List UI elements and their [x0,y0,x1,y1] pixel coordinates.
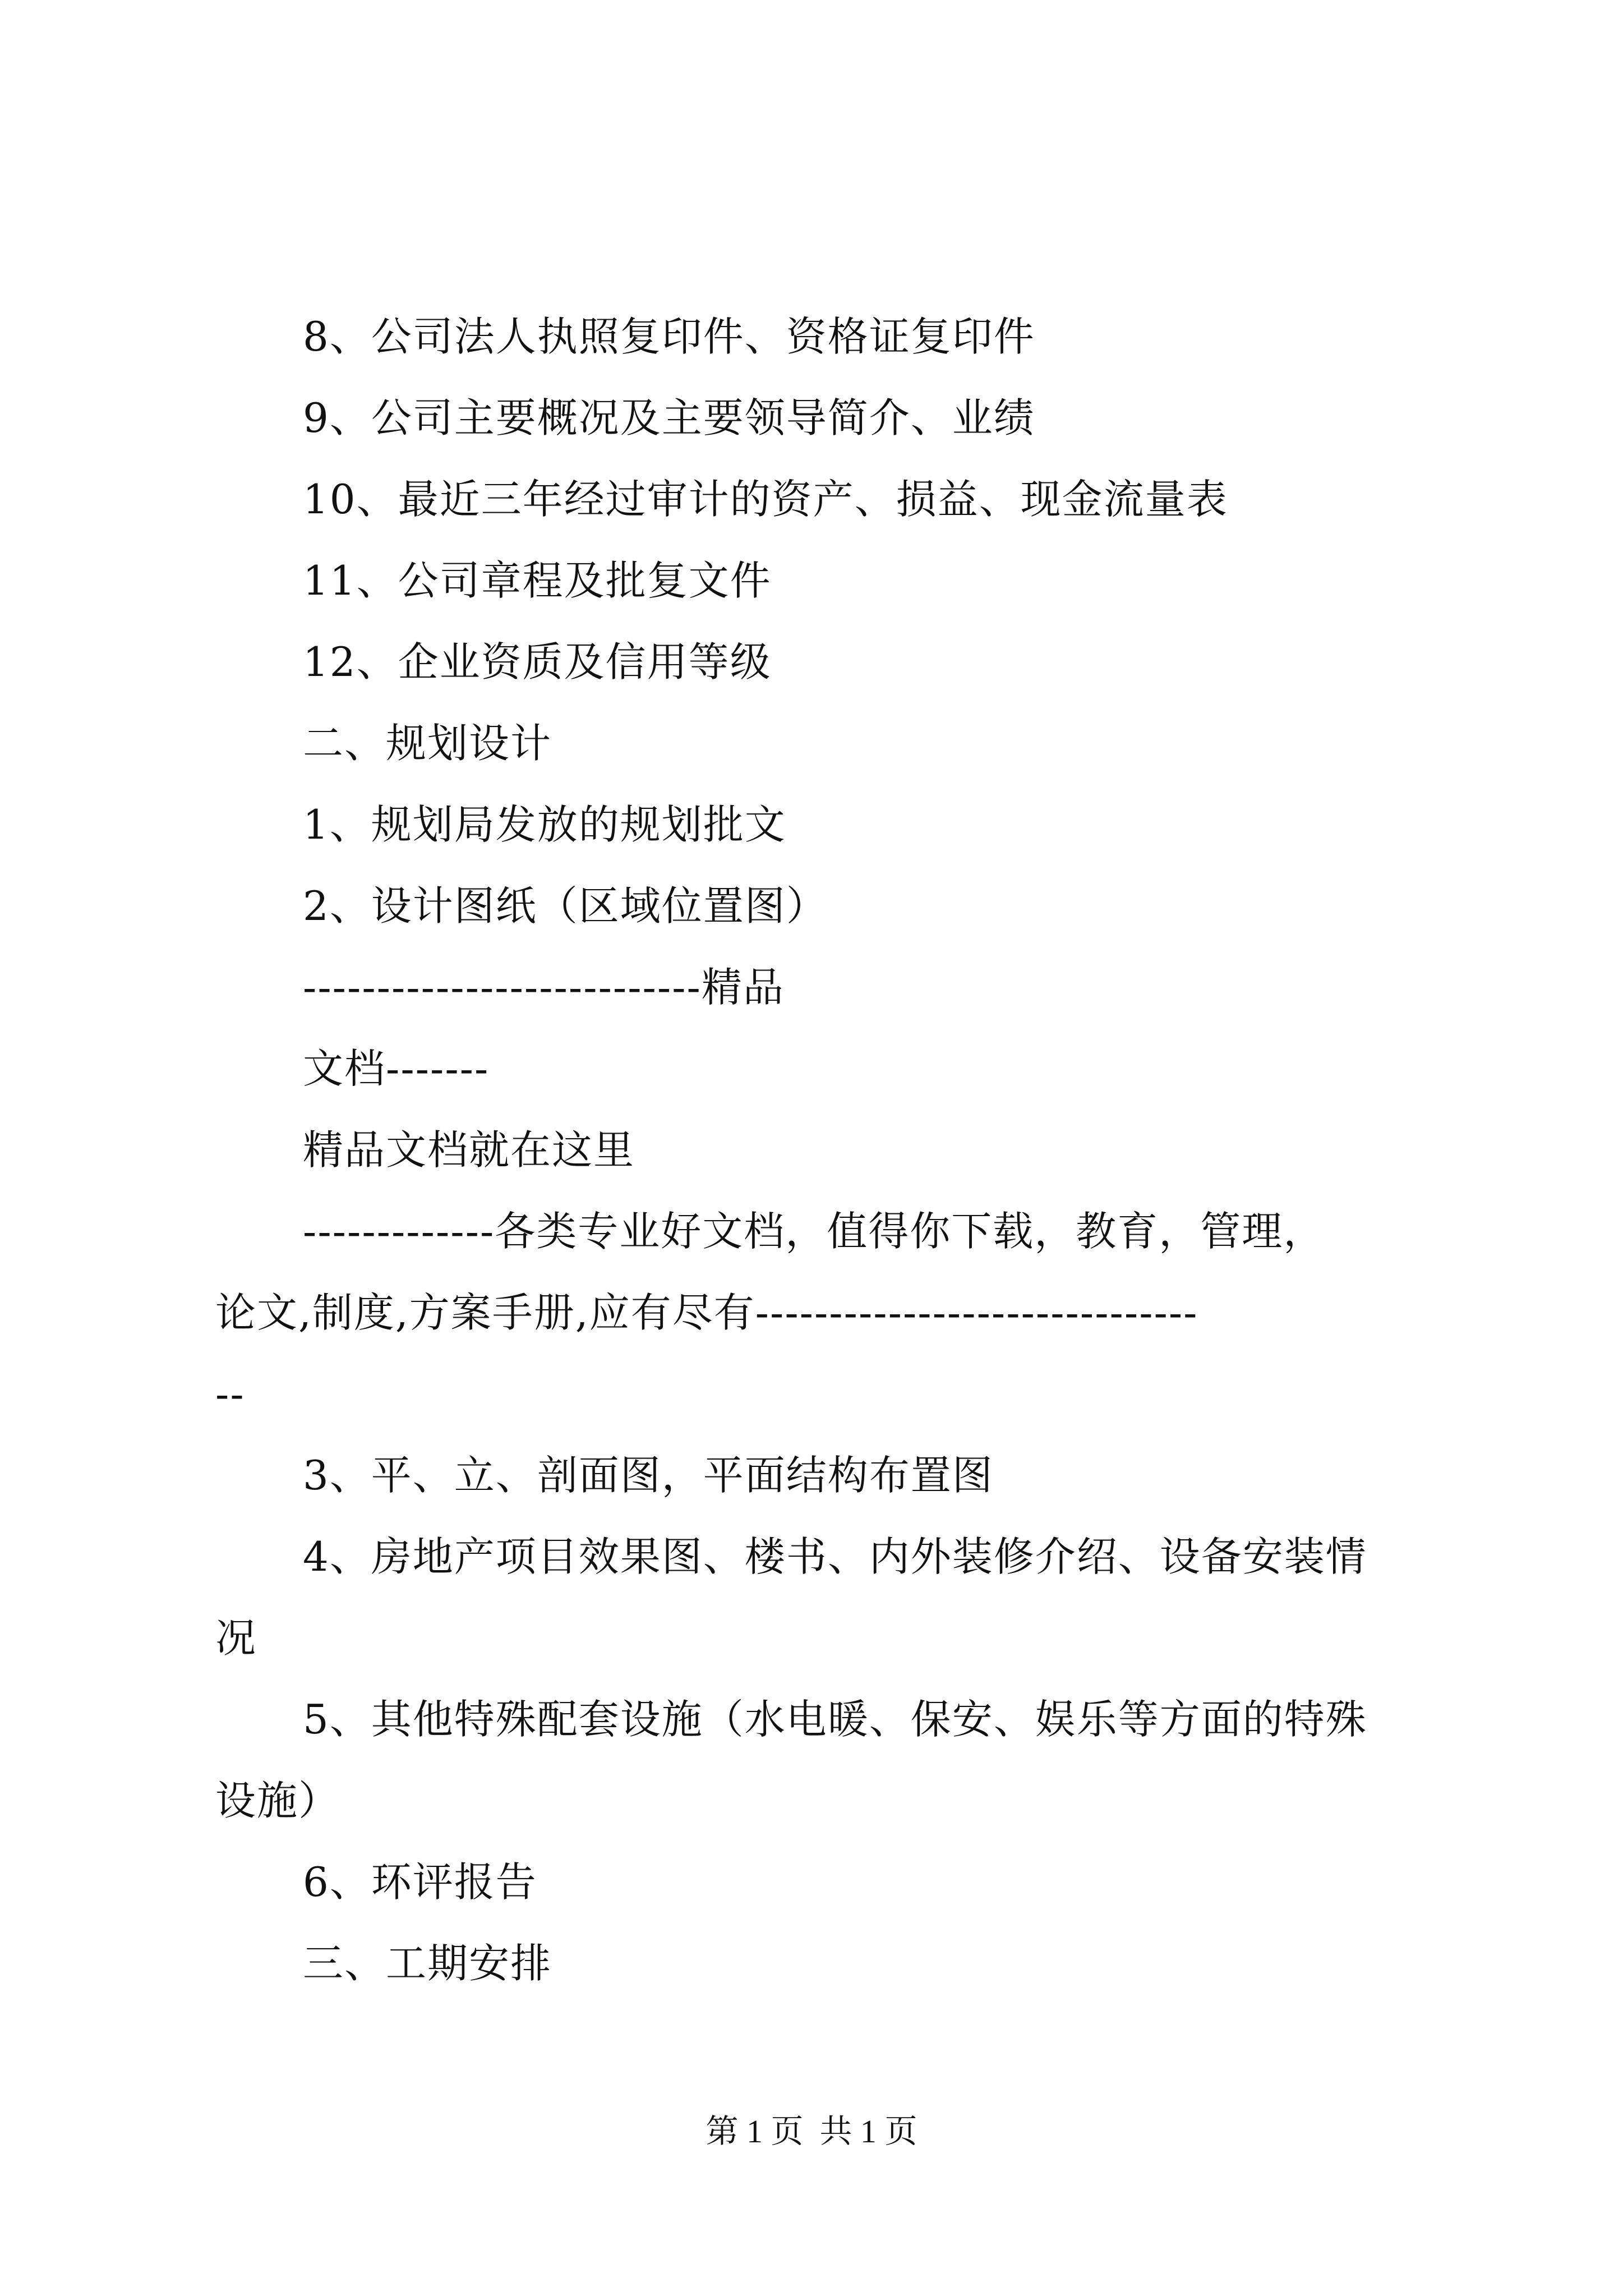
list-item-planning-5: 5、其他特殊配套设施（水电暖、保安、娱乐等方面的特殊 [303,1696,1367,1743]
list-item-11: 11、公司章程及批复文件 [303,557,772,604]
list-item-12: 12、企业资质及信用等级 [303,638,772,685]
list-item-planning-6: 6、环评报告 [303,1858,537,1906]
page-footer: 第 1 页 共 1 页 [706,2113,917,2150]
watermark-line-2: 文档------- [303,1045,490,1092]
list-item-planning-4-cont: 况 [215,1614,257,1662]
watermark-line-5: 论文,制度,方案手册,应有尽有------------------------------ [215,1289,1198,1336]
section-heading-planning: 二、规划设计 [303,720,552,767]
list-item-8: 8、公司法人执照复印件、资格证复印件 [303,313,1035,360]
list-item-9: 9、公司主要概况及主要领导简介、业绩 [303,394,1035,441]
list-item-planning-5-cont: 设施） [215,1777,340,1824]
list-item-10: 10、最近三年经过审计的资产、损益、现金流量表 [303,476,1228,523]
watermark-line-3: 精品文档就在这里 [303,1126,635,1174]
watermark-line-1: ---------------------------精品 [303,964,785,1011]
watermark-line-4: -------------各类专业好文档，值得你下载，教育，管理， [303,1208,1325,1255]
list-item-planning-4: 4、房地产项目效果图、楼书、内外装修介绍、设备安装情 [303,1533,1367,1580]
list-item-planning-1: 1、规划局发放的规划批文 [303,801,786,848]
list-item-planning-2: 2、设计图纸（区域位置图） [303,882,828,930]
section-heading-schedule: 三、工期安排 [303,1940,552,1987]
list-item-planning-3: 3、平、立、剖面图，平面结构布置图 [303,1452,994,1499]
watermark-line-6: -- [215,1370,245,1418]
